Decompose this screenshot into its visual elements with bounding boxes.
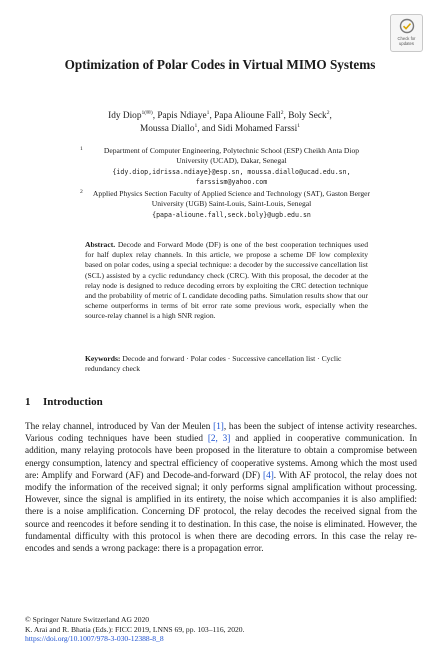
- author-name: Moussa Diallo: [139, 123, 195, 134]
- abstract-label: Abstract.: [85, 240, 116, 249]
- page-footer: [25, 615, 417, 644]
- author-list: Idy Diop$^{1(✉)}$, Papis Ndiaye$^1$, Papa Alioune Fall$^2$, Boly Seck$^2$, Moussa Diallo$^1$, and Sidi Mohamed Farssi$^1$: [108, 109, 332, 134]
- author-name: , Papis Ndiaye: [152, 111, 207, 121]
- check-for-updates-icon: [399, 18, 415, 36]
- author-affiliation-marker: 1(✉): [141, 109, 153, 116]
- author-name: , Boly Seck: [283, 111, 327, 121]
- author-affiliation-marker: 1: [194, 122, 198, 129]
- author-affiliation-marker: 1: [297, 122, 301, 129]
- section-title: Introduction: [43, 396, 103, 408]
- intro-text: . With AF protocol, the relay does not modify the information of the received signal; it only performs signal amplification without processing. However, since the signal is amplified in its entirety, the noise which accompanies it is also amplified: there is a noise amplification. Concerning DF protocol, the relay decodes the received signal from the source and reencodes it before sending it to destination. In this case, the noise is eliminated. However, the fundamental difficulty with this protocol is when there are decoding errors. In this case the relay re-encodes and sends a wrong package: there is a propagation error.: [25, 469, 417, 554]
- author-affiliation-marker: 2: [326, 109, 330, 116]
- author-affiliation-marker: 1: [206, 109, 210, 116]
- check-for-updates-badge[interactable]: [390, 14, 423, 52]
- keywords: [85, 354, 368, 374]
- section-number: 1: [25, 396, 31, 408]
- paper-title: Optimization of Polar Codes in Virtual MIMO Systems: [64, 57, 376, 72]
- check-for-updates-label: Check for updates: [397, 36, 416, 46]
- doi-link[interactable]: https://doi.org/10.1007/978-3-030-12388-8_8: [25, 634, 164, 644]
- affiliation-2: [80, 189, 375, 220]
- intro-text: and applied in cooperative communication. In addition, many relaying protocols have been proposed in the literature to obtain a compromise between energy consumption, latency and spectral efficiency of cooperative systems. Among which the most used are: Amplify and Forward (AF) and Decode-and-forward (DF): [25, 433, 417, 480]
- affiliation-text: Department of Computer Engineering, Polytechnic School (ESP) Cheikh Anta Diop University (UCAD), Dakar, Senegal: [103, 146, 360, 166]
- affiliation-text: Applied Physics Section Faculty of Applied Science and Technology (SAT), Gaston Berger University (UGB) Saint-Louis, Saint-Louis, Senegal: [92, 189, 371, 209]
- affiliation-number: 2: [80, 189, 83, 195]
- affiliation-number: 1: [80, 146, 83, 152]
- abstract: [85, 240, 368, 322]
- affiliation-emails[interactable]: {papa-alioune.fall,seck.boly}@ugb.edu.sn: [152, 210, 311, 219]
- intro-text: The relay channel, introduced by Van der Meulen: [25, 421, 214, 431]
- section-heading: [25, 396, 103, 408]
- abstract-text: Decode and Forward Mode (DF) is one of the best cooperation techniques used for half duplex relay channels. In this article, we propose a scheme DF low complexity based on polar codes, using a special technique: a decoder by the successive cancellation list (SCL) assisted by a cyclic redundancy check (CRC). With this proposal, the decoder at the relay node is designed to reduce decoding errors by exploiting the CRC detection technique and the probability of metric of L candidate decoding paths. Simulation results show that our scheme outperforms in terms of bit error rate some previous work, especially when the source-relay channel is a high SNR region.: [85, 240, 369, 321]
- author-name: , and Sidi Mohamed Farssi: [197, 123, 298, 134]
- affiliation-1: [80, 146, 375, 187]
- keywords-label: Keywords:: [85, 354, 121, 363]
- citation-link[interactable]: [4]: [263, 469, 274, 480]
- keywords-text: Decode and forward · Polar codes · Successive cancellation list · Cyclic redundancy check: [85, 354, 342, 374]
- citation-link[interactable]: [1]: [213, 421, 224, 431]
- book-citation: K. Arai and R. Bhatia (Eds.): FICC 2019, LNNS 69, pp. 103–116, 2020.: [25, 624, 245, 634]
- citation-link[interactable]: [2, 3]: [207, 433, 231, 444]
- copyright-notice: © Springer Nature Switzerland AG 2020: [25, 615, 150, 624]
- introduction-paragraph: [25, 420, 417, 554]
- author-name: Idy Diop: [108, 111, 142, 121]
- author-name: , Papa Alioune Fall: [209, 111, 281, 121]
- intro-text: , has been the subject of intense activity researches. Various coding techniques have been studied: [25, 421, 418, 444]
- affiliation-emails[interactable]: {idy.diop,idrissa.ndiaye}@esp.sn, moussa.diallo@ucad.edu.sn, farssism@yahoo.com: [112, 167, 351, 186]
- author-affiliation-marker: 2: [280, 109, 284, 116]
